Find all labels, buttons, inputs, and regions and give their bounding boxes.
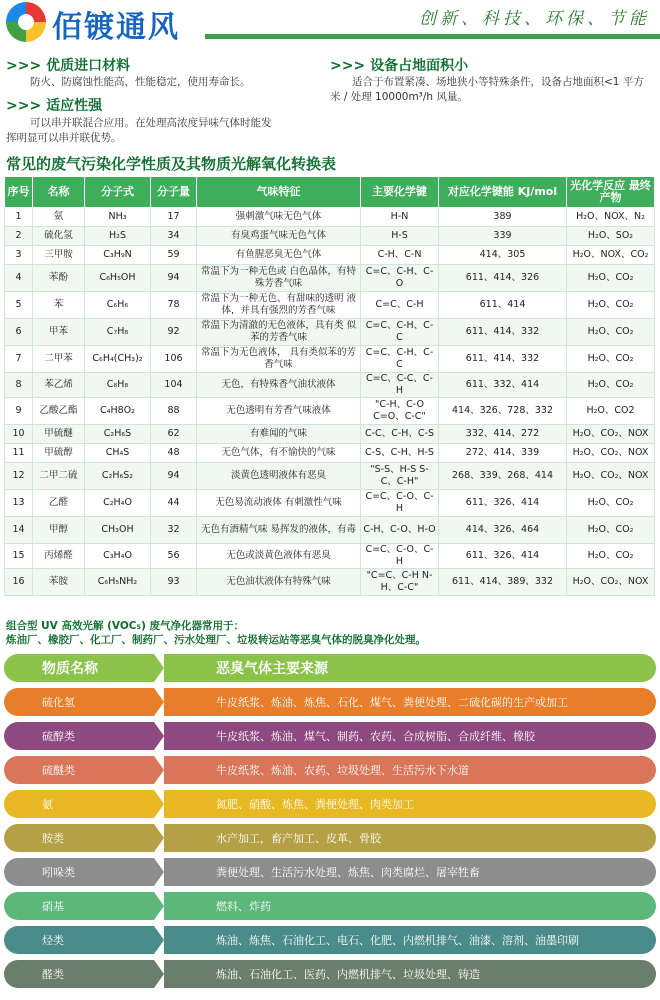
table-cell: C-H、C-O、H-O xyxy=(361,517,439,544)
table-cell: 611、414 xyxy=(439,292,567,319)
table-cell: C=C、C-H、C-O xyxy=(361,265,439,292)
table-cell: 9 xyxy=(5,398,33,425)
table-cell: 三甲胺 xyxy=(33,246,85,265)
source-row xyxy=(4,892,656,920)
source-name: 硫醚类 xyxy=(4,756,154,784)
table-cell: H₂O、NOX、N₂ xyxy=(567,208,655,227)
note-line-1: 组合型 UV 高效光解 (VOC₅) 废气净化器常用于： xyxy=(6,620,245,632)
table-cell: 104 xyxy=(151,373,197,398)
table-cell: 强刺激气味无色气体 xyxy=(197,208,361,227)
source-row xyxy=(4,756,656,784)
table-cell: C₆H₄(CH₃)₂ xyxy=(85,346,151,373)
table-cell: 611、414、332 xyxy=(439,319,567,346)
source-value: 牛皮纸浆、炼油、农药、垃圾处理、生活污水下水道 xyxy=(164,756,656,784)
table-cell: 5 xyxy=(5,292,33,319)
table-cell: C=C、C-H、C-C xyxy=(361,319,439,346)
table-title: 常见的废气污染化学性质及其物质光解氧化转换表 xyxy=(6,155,337,173)
table-cell: 93 xyxy=(151,569,197,596)
source-value: 燃料、炸药 xyxy=(164,892,656,920)
col-header: 气味特征 xyxy=(197,177,361,208)
table-cell: 62 xyxy=(151,425,197,444)
chevron-right-icon xyxy=(154,892,164,920)
table-cell: 611、414、332 xyxy=(439,346,567,373)
table-cell: 常温下为一种无色或 白色晶体，有特殊芳香气味 xyxy=(197,265,361,292)
table-row xyxy=(5,544,655,569)
table-row xyxy=(5,292,655,319)
table-row xyxy=(5,490,655,517)
table-cell: H₂O、CO₂、NOX xyxy=(567,569,655,596)
table-cell: 611、326、414 xyxy=(439,490,567,517)
table-cell: 丙烯醛 xyxy=(33,544,85,569)
chevron-right-icon xyxy=(154,960,164,988)
table-cell: C₃H₄O xyxy=(85,544,151,569)
sources-header-row xyxy=(4,654,656,682)
page-header xyxy=(0,0,660,44)
table-cell: H₂O、SO₂ xyxy=(567,227,655,246)
table-cell: 14 xyxy=(5,517,33,544)
table-cell: 15 xyxy=(5,544,33,569)
table-cell: 无色透明有芳香气味液体 xyxy=(197,398,361,425)
table-cell: 611、332、414 xyxy=(439,373,567,398)
table-cell: 611、414、326 xyxy=(439,265,567,292)
table-cell: 414、305 xyxy=(439,246,567,265)
chevron-right-icon xyxy=(154,756,164,784)
table-cell: 无色或淡黄色液体有恶臭 xyxy=(197,544,361,569)
chemical-table xyxy=(4,176,655,596)
source-name: 硫醇类 xyxy=(4,722,154,750)
table-cell: 17 xyxy=(151,208,197,227)
feature-body-footprint: 适合于布置紧凑、场地狭小等特殊条件，设备占地面积<1 平方米 / 处理 10000m³/h 风量。 xyxy=(330,76,644,103)
table-cell: 414、326、464 xyxy=(439,517,567,544)
table-cell: 二甲苯 xyxy=(33,346,85,373)
table-cell: 甲硫醚 xyxy=(33,425,85,444)
table-cell: H₂O、CO₂ xyxy=(567,346,655,373)
table-cell: H₂O、CO₂、NOX xyxy=(567,425,655,444)
source-name: 醛类 xyxy=(4,960,154,988)
table-cell: 硫化氢 xyxy=(33,227,85,246)
table-cell: 8 xyxy=(5,373,33,398)
table-cell: C₇H₈ xyxy=(85,319,151,346)
sources-header-value: 恶臭气体主要来源 xyxy=(164,654,656,682)
table-cell: 苯胺 xyxy=(33,569,85,596)
table-cell: 无色油状液体有特殊气味 xyxy=(197,569,361,596)
source-row xyxy=(4,688,656,716)
table-cell: H₂O、CO₂、NOX xyxy=(567,463,655,490)
feature-title-materials: >>> 优质进口材料 xyxy=(6,58,131,74)
table-cell: 淡黄色透明液体有恶臭 xyxy=(197,463,361,490)
table-row xyxy=(5,444,655,463)
table-cell: 414、326、728、332 xyxy=(439,398,567,425)
table-cell: 611、414、389、332 xyxy=(439,569,567,596)
table-row xyxy=(5,346,655,373)
table-cell: H₂O、CO₂ xyxy=(567,544,655,569)
source-value: 炼油、石油化工、医药、内燃机排气、垃圾处理、铸造 xyxy=(164,960,656,988)
table-cell: 92 xyxy=(151,319,197,346)
brand-logo-icon xyxy=(6,2,46,42)
table-cell: 78 xyxy=(151,292,197,319)
feature-title-footprint: >>> 设备占地面积小 xyxy=(330,58,469,74)
table-cell: 611、326、414 xyxy=(439,544,567,569)
table-cell: 氨 xyxy=(33,208,85,227)
table-cell: 56 xyxy=(151,544,197,569)
table-cell: 94 xyxy=(151,265,197,292)
table-cell: 339 xyxy=(439,227,567,246)
table-cell: 88 xyxy=(151,398,197,425)
table-cell: 32 xyxy=(151,517,197,544)
source-name: 硫化氢 xyxy=(4,688,154,716)
table-cell: 苯 xyxy=(33,292,85,319)
table-cell: H₂S xyxy=(85,227,151,246)
table-cell: H-S xyxy=(361,227,439,246)
col-header: 分子式 xyxy=(85,177,151,208)
table-cell: 有臭鸡蛋气味无色气体 xyxy=(197,227,361,246)
table-cell: 甲醇 xyxy=(33,517,85,544)
table-cell: C₆H₆ xyxy=(85,292,151,319)
source-value: 牛皮纸浆、炼油、煤气、制药、农药、合成树脂、合成纤维、橡胶 xyxy=(164,722,656,750)
source-value: 粪便处理、生活污水处理、炼焦、肉类腐烂、屠宰牲畜 xyxy=(164,858,656,886)
table-cell: 甲硫醇 xyxy=(33,444,85,463)
chevron-right-icon xyxy=(154,790,164,818)
table-cell: H₂O、CO₂ xyxy=(567,373,655,398)
table-cell: 13 xyxy=(5,490,33,517)
table-row xyxy=(5,227,655,246)
table-cell: H-N xyxy=(361,208,439,227)
table-row xyxy=(5,265,655,292)
source-value: 氮肥、硝酸、炼焦、粪便处理、肉类加工 xyxy=(164,790,656,818)
table-cell: 16 xyxy=(5,569,33,596)
feature-title-adaptability: >>> 适应性强 xyxy=(6,98,103,114)
table-cell: 59 xyxy=(151,246,197,265)
table-cell: 3 xyxy=(5,246,33,265)
table-cell: 6 xyxy=(5,319,33,346)
chevron-right-icon xyxy=(154,824,164,852)
table-cell: 二甲二硫 xyxy=(33,463,85,490)
table-cell: H₂O、CO₂ xyxy=(567,319,655,346)
col-header: 名称 xyxy=(33,177,85,208)
source-row xyxy=(4,926,656,954)
table-cell: 106 xyxy=(151,346,197,373)
source-row xyxy=(4,722,656,750)
table-cell: H₂O、CO₂ xyxy=(567,490,655,517)
table-cell: 1 xyxy=(5,208,33,227)
table-cell: 无色有酒精气味 易挥发的液体，有毒 xyxy=(197,517,361,544)
table-cell: 常温下为一种无色、有甜味的透明 液体，并具有强烈的芳香气味 xyxy=(197,292,361,319)
chevron-right-icon xyxy=(154,926,164,954)
source-value: 牛皮纸浆、炼油、炼焦、石化、煤气、粪便处理、二硫化碳的生产或加工 xyxy=(164,688,656,716)
table-cell: C-S、C-H、H-S xyxy=(361,444,439,463)
source-row xyxy=(4,858,656,886)
table-cell: 44 xyxy=(151,490,197,517)
slogan: 创新、科技、环保、节能 xyxy=(419,9,650,29)
table-cell: 无色气体，有不愉快的气味 xyxy=(197,444,361,463)
table-cell: 有鱼腥恶臭无色气体 xyxy=(197,246,361,265)
source-row xyxy=(4,790,656,818)
table-cell: 389 xyxy=(439,208,567,227)
table-cell: 甲苯 xyxy=(33,319,85,346)
application-note xyxy=(6,619,656,647)
col-header: 分子量 xyxy=(151,177,197,208)
source-name: 烃类 xyxy=(4,926,154,954)
chevron-right-icon xyxy=(154,654,164,682)
table-cell: C₄H8O₂ xyxy=(85,398,151,425)
table-cell: C=C、C-C、C-H xyxy=(361,373,439,398)
table-cell: "C=C、C-H N-H、C-C" xyxy=(361,569,439,596)
source-row xyxy=(4,824,656,852)
source-name: 氨 xyxy=(4,790,154,818)
table-cell: C₂H₆S xyxy=(85,425,151,444)
source-value: 水产加工，畜产加工、皮革、骨胶 xyxy=(164,824,656,852)
chevron-right-icon xyxy=(154,688,164,716)
brand-name: 佰镀通风 xyxy=(52,10,180,45)
table-cell: 34 xyxy=(151,227,197,246)
table-cell: 94 xyxy=(151,463,197,490)
table-cell: H₂O、CO₂ xyxy=(567,292,655,319)
table-header-row xyxy=(5,177,655,208)
note-line-2: 炼油厂、橡胶厂、化工厂、制药厂、污水处理厂、垃圾转运站等恶臭气体的脱臭净化处理。 xyxy=(6,634,426,646)
table-cell: C=C、C-O、C-H xyxy=(361,544,439,569)
table-cell: H₂O、NOX、CO₂ xyxy=(567,246,655,265)
feature-body-materials: 防火、防腐蚀性能高，性能稳定，使用寿命长。 xyxy=(30,76,251,88)
table-cell: 4 xyxy=(5,265,33,292)
table-cell: 苯乙烯 xyxy=(33,373,85,398)
table-cell: C-C、C-H、C-S xyxy=(361,425,439,444)
table-row xyxy=(5,425,655,444)
table-cell: H₂O、CO₂ xyxy=(567,265,655,292)
table-cell: C=C、C-H、C-C xyxy=(361,346,439,373)
source-name: 吲哚类 xyxy=(4,858,154,886)
table-cell: 48 xyxy=(151,444,197,463)
table-cell: C=C、C-O、C-H xyxy=(361,490,439,517)
table-cell: 332、414、272 xyxy=(439,425,567,444)
table-cell: 乙酸乙酯 xyxy=(33,398,85,425)
table-cell: CH₄S xyxy=(85,444,151,463)
table-cell: 苯酚 xyxy=(33,265,85,292)
table-cell: 11 xyxy=(5,444,33,463)
table-cell: 乙醛 xyxy=(33,490,85,517)
feature-body-adaptability: 可以串并联混合应用。在处理高浓度异味气体时能发挥明显可以串并联优势。 xyxy=(6,117,272,144)
table-cell: H₂O、CO2 xyxy=(567,398,655,425)
table-cell: "C-H、C-O C=O、C-C" xyxy=(361,398,439,425)
table-cell: 7 xyxy=(5,346,33,373)
header-divider xyxy=(205,34,660,39)
table-cell: 无色易流动液体 有刺激性气味 xyxy=(197,490,361,517)
table-row xyxy=(5,463,655,490)
table-cell: C-H、C-N xyxy=(361,246,439,265)
table-cell: C₂H₄O xyxy=(85,490,151,517)
source-name: 硝基 xyxy=(4,892,154,920)
table-cell: 272、414、339 xyxy=(439,444,567,463)
table-cell: 2 xyxy=(5,227,33,246)
table-cell: C₆H₅OH xyxy=(85,265,151,292)
table-cell: 10 xyxy=(5,425,33,444)
table-cell: C₂H₆S₂ xyxy=(85,463,151,490)
table-cell: C₃H₉N xyxy=(85,246,151,265)
table-row xyxy=(5,246,655,265)
col-header: 序号 xyxy=(5,177,33,208)
table-cell: 常温下为无色液体， 具有类似苯的芳香气味 xyxy=(197,346,361,373)
table-cell: 无色，有特殊香气油状液体 xyxy=(197,373,361,398)
table-cell: NH₃ xyxy=(85,208,151,227)
table-cell: 常温下为清澈的无色液体，具有类 似苯的芳香气味 xyxy=(197,319,361,346)
source-name: 胺类 xyxy=(4,824,154,852)
table-cell: 12 xyxy=(5,463,33,490)
source-value: 炼油、炼焦、石油化工、电石、化肥、内燃机排气、油漆、溶剂、油墨印刷 xyxy=(164,926,656,954)
sources-header-name: 物质名称 xyxy=(4,654,154,682)
chevron-right-icon xyxy=(154,722,164,750)
chevron-right-icon xyxy=(154,858,164,886)
table-cell: 有难闻的气味 xyxy=(197,425,361,444)
table-cell: 268、339、268、414 xyxy=(439,463,567,490)
table-cell: C₈H₈ xyxy=(85,373,151,398)
table-row xyxy=(5,373,655,398)
table-cell: C₆H₅NH₂ xyxy=(85,569,151,596)
col-header: 对应化学键能 KJ/mol xyxy=(439,177,567,208)
col-header: 主要化学键 xyxy=(361,177,439,208)
table-row xyxy=(5,208,655,227)
col-header: 光化学反应 最终产物 xyxy=(567,177,655,208)
table-row xyxy=(5,398,655,425)
table-cell: C=C、C-H xyxy=(361,292,439,319)
table-row xyxy=(5,569,655,596)
table-cell: H₂O、CO₂、NOX xyxy=(567,444,655,463)
table-cell: CH₃OH xyxy=(85,517,151,544)
table-cell: H₂O、CO₂ xyxy=(567,517,655,544)
source-row xyxy=(4,960,656,988)
table-cell: "S-S、H-S S-C、C-H" xyxy=(361,463,439,490)
table-row xyxy=(5,517,655,544)
table-row xyxy=(5,319,655,346)
